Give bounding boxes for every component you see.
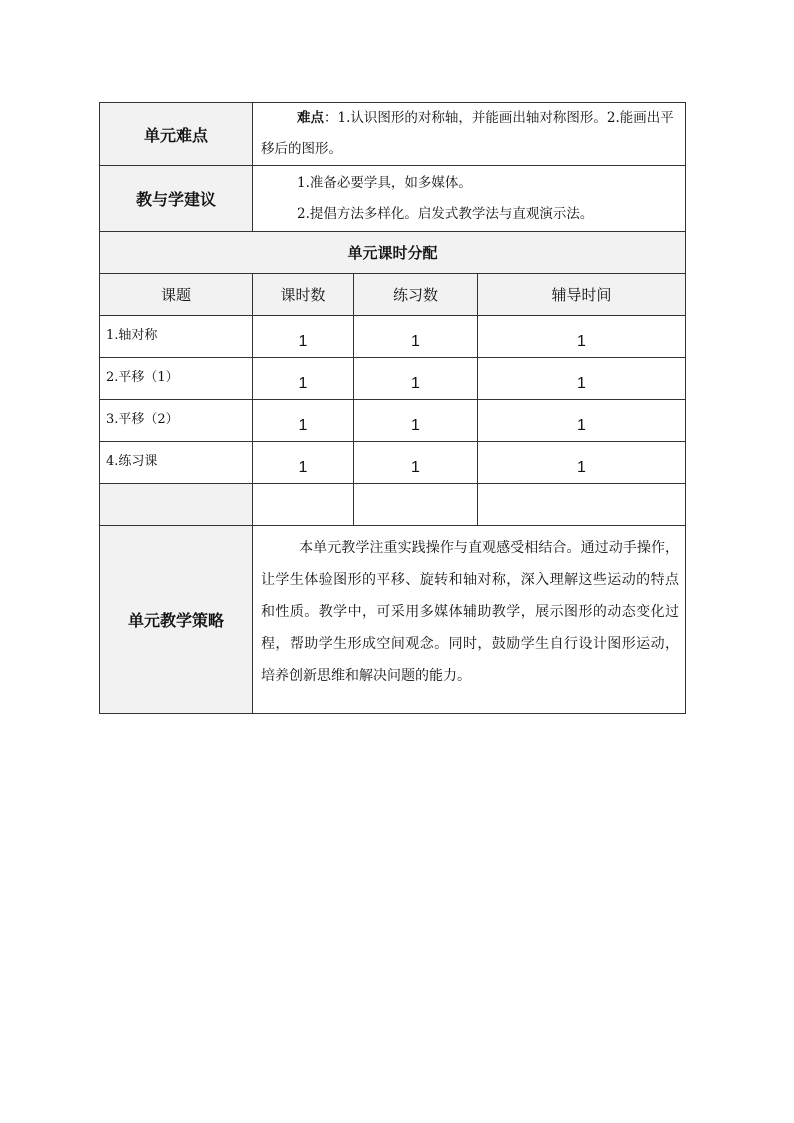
difficulty-row: [100, 103, 686, 166]
row-tutoring: 1: [478, 358, 686, 400]
header-tutoring: 辅导时间: [478, 274, 686, 316]
difficulty-label: 单元难点: [100, 103, 253, 166]
strategy-row: [100, 526, 686, 714]
strategy-content: [253, 526, 686, 714]
header-exercises: 练习数: [354, 274, 478, 316]
table-row: [100, 358, 686, 400]
allocation-title: 单元课时分配: [100, 232, 686, 274]
empty-cell: [253, 484, 354, 526]
row-hours: 1: [253, 442, 354, 484]
row-tutoring: 1: [478, 316, 686, 358]
suggestions-row: [100, 166, 686, 232]
table-row: [100, 400, 686, 442]
row-topic: 3.平移（2）: [100, 400, 253, 442]
difficulty-content: [253, 103, 686, 166]
row-topic: 1.轴对称: [100, 316, 253, 358]
suggestions-label: 教与学建议: [100, 166, 253, 232]
unit-plan-table: [99, 102, 686, 714]
suggestion-line-2: 2.提倡方法多样化。启发式教学法与直观演示法。: [297, 205, 594, 222]
suggestions-content: [253, 166, 686, 232]
header-hours: 课时数: [253, 274, 354, 316]
empty-row: [100, 484, 686, 526]
row-topic: 4.练习课: [100, 442, 253, 484]
row-exercises: 1: [354, 316, 478, 358]
empty-cell: [478, 484, 686, 526]
row-hours: 1: [253, 316, 354, 358]
suggestion-line-1: 1.准备必要学具，如多媒体。: [297, 174, 472, 191]
row-tutoring: 1: [478, 442, 686, 484]
table-row: [100, 442, 686, 484]
difficulty-text: ：1.认识图形的对称轴，并能画出轴对称图形。2.能画出平移后的图形。: [261, 110, 674, 157]
table-row: [100, 316, 686, 358]
strategy-text: 本单元教学注重实践操作与直观感受相结合。通过动手操作，让学生体验图形的平移、旋转和轴对称，深入理解这些运动的特点和性质。教学中，可采用多媒体辅助教学，展示图形的动态变化过程，帮助学生形成空间观念。同时，鼓励学生自行设计图形运动，培养创新思维和解决问题的能力。: [261, 539, 680, 684]
allocation-header-row: [100, 274, 686, 316]
row-exercises: 1: [354, 358, 478, 400]
row-hours: 1: [253, 358, 354, 400]
empty-cell: [354, 484, 478, 526]
row-exercises: 1: [354, 400, 478, 442]
allocation-title-row: [100, 232, 686, 274]
row-tutoring: 1: [478, 400, 686, 442]
strategy-label: 单元教学策略: [100, 526, 253, 714]
row-hours: 1: [253, 400, 354, 442]
row-exercises: 1: [354, 442, 478, 484]
difficulty-prefix: 难点: [297, 110, 324, 126]
row-topic: 2.平移（1）: [100, 358, 253, 400]
empty-cell: [100, 484, 253, 526]
header-topic: 课题: [100, 274, 253, 316]
